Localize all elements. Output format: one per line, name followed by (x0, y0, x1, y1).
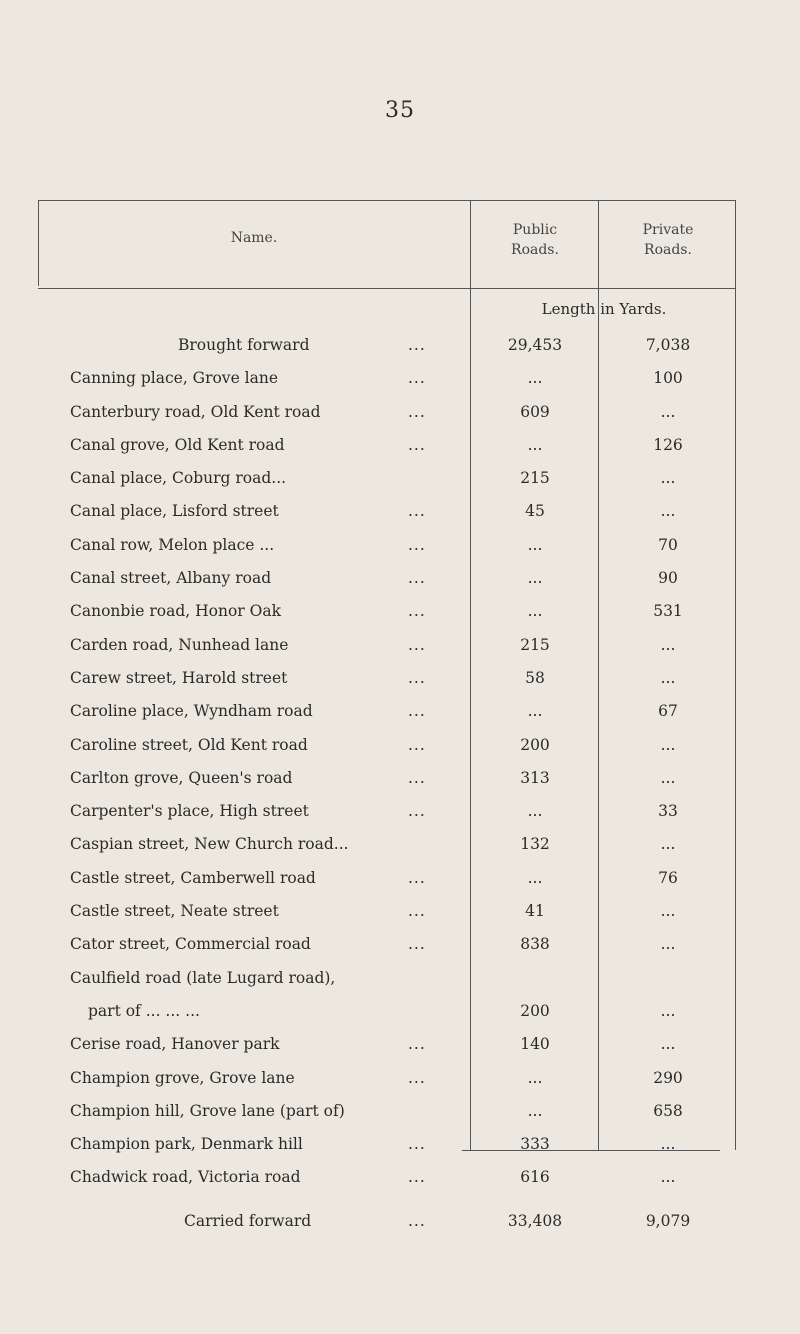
public-value: ... (527, 435, 543, 454)
table-row (38, 798, 736, 831)
leader-dots: ... (408, 902, 426, 921)
table-row (38, 965, 736, 998)
row-name: Champion hill, Grove lane (part of) (70, 1101, 345, 1120)
leader-dots: ... (408, 602, 426, 621)
table-header (38, 200, 736, 286)
row-name: Carlton grove, Queen's road (70, 768, 293, 787)
table-row (38, 1131, 736, 1164)
row-name: Canal row, Melon place ... (70, 535, 275, 554)
public-value: 132 (520, 835, 550, 854)
table-row (38, 698, 736, 731)
leader-dots: ... (408, 702, 426, 721)
row-name: Carried forward (184, 1211, 312, 1230)
table-row (38, 1031, 736, 1064)
private-value: ... (660, 935, 676, 954)
row-name: Caulfield road (late Lugard road), (70, 968, 336, 987)
public-value: ... (527, 602, 543, 621)
private-value: 70 (658, 535, 678, 554)
public-value: 45 (525, 502, 545, 521)
table-row (38, 1098, 736, 1131)
table-row (38, 565, 736, 598)
public-value: ... (527, 369, 543, 388)
private-value: ... (660, 735, 676, 754)
row-name: Champion grove, Grove lane (70, 1068, 295, 1087)
leader-dots: ... (408, 1211, 426, 1230)
leader-dots: ... (408, 1168, 426, 1187)
table-row (38, 1065, 736, 1098)
public-value: 616 (520, 1168, 550, 1187)
private-value: 531 (653, 602, 683, 621)
leader-dots: ... (408, 569, 426, 588)
private-value: 76 (658, 868, 678, 887)
private-value: ... (660, 835, 676, 854)
table-row (38, 998, 736, 1031)
public-value: 41 (525, 902, 545, 921)
public-value: 838 (520, 935, 550, 954)
leader-dots: ... (408, 402, 426, 421)
private-value: ... (660, 469, 676, 488)
private-header-line1: Private (642, 222, 694, 238)
row-name: Carpenter's place, High street (70, 802, 309, 821)
private-value: 33 (658, 802, 678, 821)
private-roads-header (600, 220, 736, 260)
table-row (38, 931, 736, 964)
page-number: 35 (385, 98, 415, 123)
private-value: ... (660, 502, 676, 521)
private-value: ... (660, 635, 676, 654)
public-value: ... (527, 1101, 543, 1120)
leader-dots: ... (408, 435, 426, 454)
public-value: ... (527, 702, 543, 721)
public-value: 29,453 (507, 336, 563, 354)
private-value: ... (660, 1001, 676, 1020)
row-name: Cator street, Commercial road (70, 935, 311, 954)
leader-dots: ... (408, 1135, 426, 1154)
carried-forward-row (38, 1208, 736, 1241)
row-name: Chadwick road, Victoria road (70, 1168, 301, 1187)
row-name: Caroline place, Wyndham road (70, 702, 313, 721)
private-value: ... (660, 402, 676, 421)
row-name: Canal place, Coburg road... (70, 469, 287, 488)
public-value: 313 (520, 768, 550, 787)
table-row (38, 732, 736, 765)
row-name: Castle street, Camberwell road (70, 868, 316, 887)
table-row (38, 632, 736, 665)
public-header-line2: Roads. (511, 242, 559, 258)
leader-dots: ... (408, 868, 426, 887)
leader-dots: ... (408, 535, 426, 554)
row-name: Canal grove, Old Kent road (70, 435, 285, 454)
private-value: 100 (653, 369, 683, 388)
public-value: ... (527, 802, 543, 821)
units-caption: Length in Yards. (541, 300, 667, 318)
row-name: Canal street, Albany road (70, 569, 272, 588)
row-name: Champion park, Denmark hill (70, 1135, 303, 1154)
row-name: Canonbie road, Honor Oak (70, 602, 281, 621)
table-row (38, 532, 736, 565)
leader-dots: ... (408, 802, 426, 821)
table-row (38, 498, 736, 531)
private-value: ... (660, 902, 676, 921)
public-value: 58 (525, 668, 545, 687)
private-header-line2: Roads. (644, 242, 692, 258)
leader-dots: ... (408, 1068, 426, 1087)
row-name: Caroline street, Old Kent road (70, 735, 308, 754)
table-row (38, 831, 736, 864)
public-value: ... (527, 535, 543, 554)
private-value: 67 (658, 702, 678, 721)
table-row (38, 365, 736, 398)
leader-dots: ... (408, 635, 426, 654)
row-name: Castle street, Neate street (70, 902, 279, 921)
public-value: 200 (520, 735, 550, 754)
leader-dots: ... (408, 935, 426, 954)
public-value: 33,408 (507, 1211, 563, 1230)
row-name: Canning place, Grove lane (70, 369, 279, 388)
public-value: ... (527, 1068, 543, 1087)
row-name: Caspian street, New Church road... (70, 835, 349, 854)
public-header-line1: Public (512, 222, 558, 238)
table-row (38, 399, 736, 432)
table-row (38, 865, 736, 898)
private-value: ... (660, 668, 676, 687)
leader-dots: ... (408, 502, 426, 521)
table-row (38, 898, 736, 931)
row-name: part of ... ... ... (88, 1001, 200, 1020)
table-row (38, 1164, 736, 1197)
public-value: 609 (520, 402, 550, 421)
private-value: ... (660, 1135, 676, 1154)
row-name: Brought forward (178, 336, 310, 354)
table-row (38, 598, 736, 631)
table-row (38, 765, 736, 798)
brought-forward-row (38, 332, 736, 365)
table-body (38, 332, 736, 1241)
public-value: ... (527, 868, 543, 887)
private-value: 7,038 (645, 336, 691, 354)
public-roads-header (472, 220, 598, 260)
header-rule (38, 288, 736, 289)
private-value: 290 (653, 1068, 683, 1087)
public-value: 215 (520, 635, 550, 654)
public-value: ... (527, 569, 543, 588)
private-value: ... (660, 768, 676, 787)
private-value: 90 (658, 569, 678, 588)
row-name: Cerise road, Hanover park (70, 1035, 280, 1054)
public-value: 215 (520, 469, 550, 488)
private-value: ... (660, 1168, 676, 1187)
row-name: Carden road, Nunhead lane (70, 635, 289, 654)
leader-dots: ... (408, 768, 426, 787)
private-value: 9,079 (645, 1211, 691, 1230)
public-value: 333 (520, 1135, 550, 1154)
table-row (38, 465, 736, 498)
private-value: 658 (653, 1101, 683, 1120)
leader-dots: ... (408, 668, 426, 687)
name-column-header: Name. (230, 230, 278, 246)
public-value: 200 (520, 1001, 550, 1020)
table-row (38, 432, 736, 465)
private-value: 126 (653, 435, 683, 454)
row-name: Canal place, Lisford street (70, 502, 279, 521)
leader-dots: ... (408, 735, 426, 754)
leader-dots: ... (408, 369, 426, 388)
private-value: ... (660, 1035, 676, 1054)
table-row (38, 665, 736, 698)
row-name: Carew street, Harold street (70, 668, 288, 687)
leader-dots: ... (408, 1035, 426, 1054)
row-name: Canterbury road, Old Kent road (70, 402, 321, 421)
public-value: 140 (520, 1035, 550, 1054)
leader-dots: ... (408, 336, 426, 354)
